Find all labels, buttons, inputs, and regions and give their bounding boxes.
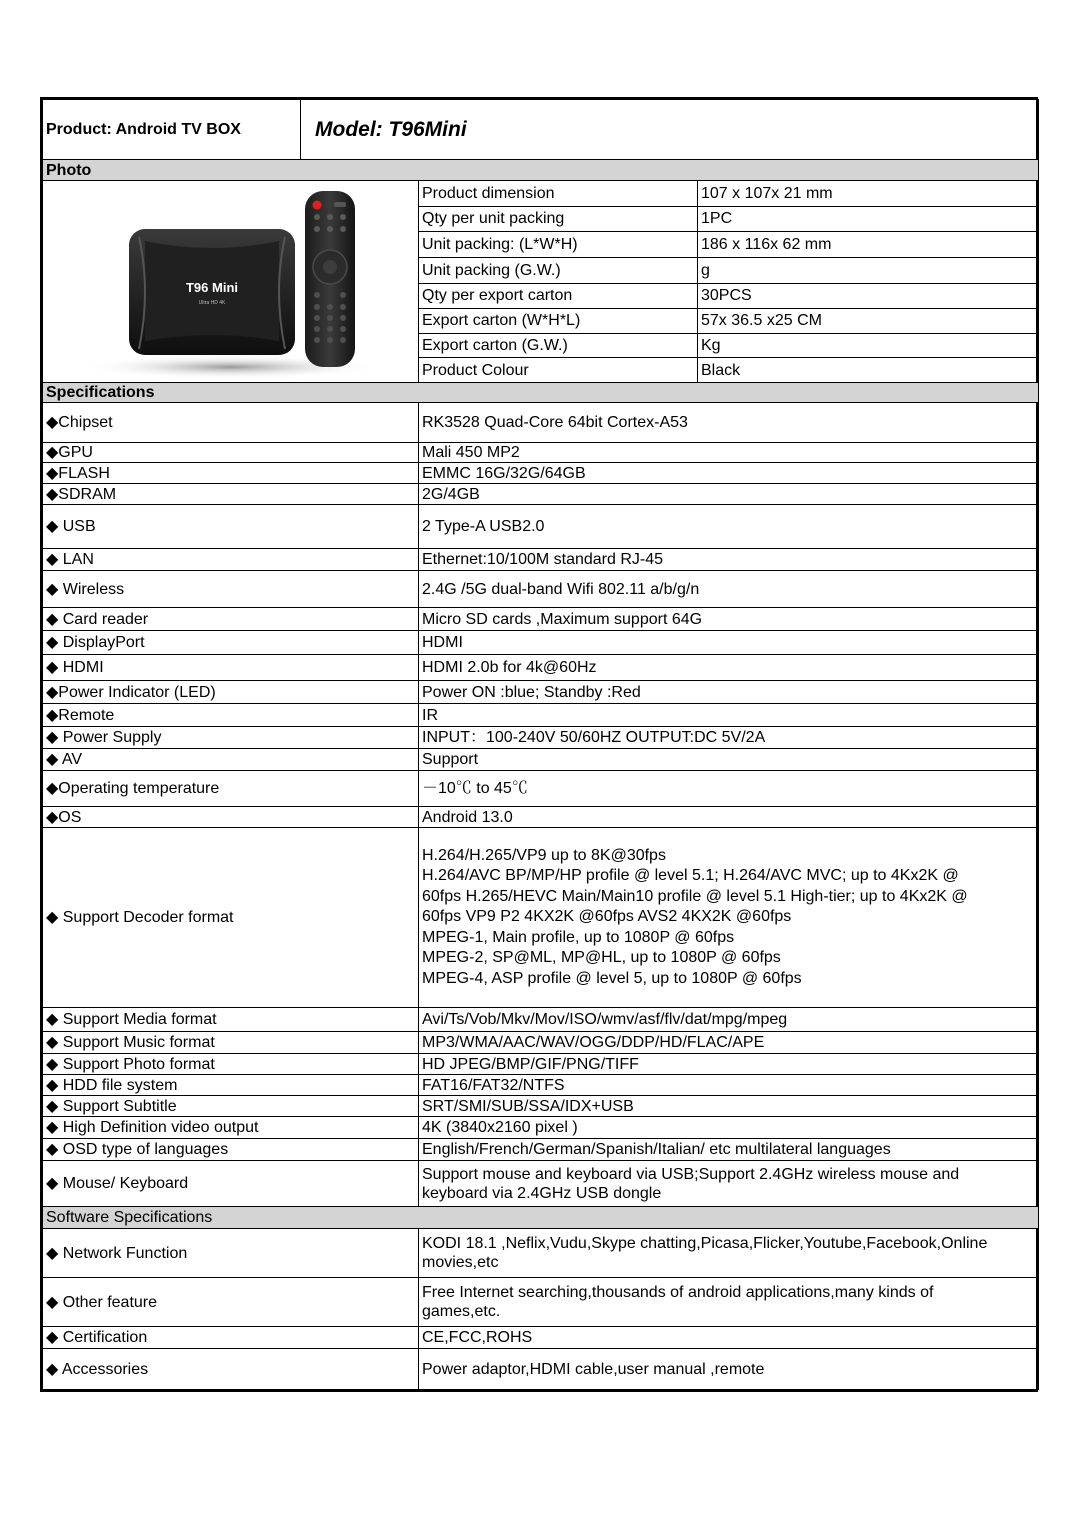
spec-row	[43, 704, 1039, 727]
spec-label: ◆Chipset	[43, 403, 419, 443]
decoder-line: H.264/AVC BP/MP/HP profile @ level 5.1; H.264/AVC MVC; up to 4Kx2K @	[422, 867, 959, 885]
spec-label: ◆ OSD type of languages	[43, 1139, 419, 1161]
packing-label: Product dimension	[419, 181, 698, 207]
packing-label: Export carton (G.W.)	[419, 333, 698, 358]
other-value	[419, 1278, 1039, 1327]
packing-label: Unit packing (G.W.)	[419, 257, 698, 283]
decoder-line: MPEG-1, Main profile, up to 1080P @ 60fps	[422, 928, 735, 946]
product-title: Product: Android TV BOX	[43, 100, 301, 160]
packing-value: 57x 36.5 x25 CM	[698, 309, 1039, 334]
packing-value: Black	[698, 358, 1039, 383]
software-row	[43, 1349, 1039, 1390]
packing-row	[43, 181, 1039, 207]
packing-label: Qty per export carton	[419, 283, 698, 309]
software-row	[43, 1278, 1039, 1327]
header-row	[43, 100, 1039, 160]
spec-label: ◆ LAN	[43, 549, 419, 571]
network-value	[419, 1229, 1039, 1278]
decoder-line: MPEG-4, ASP profile @ level 5, up to 1080P @ 60fps	[422, 969, 802, 987]
spec-row	[43, 1075, 1039, 1096]
spec-label: ◆ USB	[43, 505, 419, 549]
mouse-line: keyboard via 2.4GHz USB dongle	[422, 1184, 662, 1202]
spec-row	[43, 1161, 1039, 1207]
spec-value: SRT/SMI/SUB/SSA/IDX+USB	[419, 1096, 1039, 1117]
network-line: movies,etc	[422, 1254, 499, 1271]
spec-label: ◆Operating temperature	[43, 771, 419, 807]
spec-row	[43, 749, 1039, 771]
decoder-line: 60fps VP9 P2 4KX2K @60fps AVS2 4KX2K @60fps	[422, 908, 792, 926]
spec-row	[43, 403, 1039, 443]
spec-row	[43, 463, 1039, 484]
box-sublabel: Ultra HD 4K	[198, 300, 225, 306]
spec-label: ◆ Power Supply	[43, 727, 419, 749]
certification-label: ◆ Certification	[43, 1327, 419, 1349]
box-label: T96 Mini	[185, 280, 238, 295]
spec-value: Ethernet:10/100M standard RJ-45	[419, 549, 1039, 571]
packing-label: Export carton (W*H*L)	[419, 309, 698, 334]
mouse-line: Support mouse and keyboard via USB;Support 2.4GHz wireless mouse and	[422, 1165, 960, 1183]
spec-label: ◆GPU	[43, 443, 419, 463]
spec-value: 2G/4GB	[419, 484, 1039, 505]
other-label: ◆ Other feature	[43, 1278, 419, 1327]
decoder-line: MPEG-2, SP@ML, MP@HL, up to 1080P @ 60fps	[422, 949, 781, 967]
spec-row	[43, 681, 1039, 704]
spec-label: ◆ HDD file system	[43, 1075, 419, 1096]
spec-row	[43, 1117, 1039, 1139]
spec-row	[43, 549, 1039, 571]
certification-value: CE,FCC,ROHS	[419, 1327, 1039, 1349]
spec-value: Micro SD cards ,Maximum support 64G	[419, 608, 1039, 631]
packing-value: 186 x 116x 62 mm	[698, 232, 1039, 258]
spec-row	[43, 608, 1039, 631]
packing-label: Qty per unit packing	[419, 206, 698, 232]
spec-section-row	[43, 383, 1039, 403]
spec-value: －10℃ to 45℃	[419, 771, 1039, 807]
accessories-value: Power adaptor,HDMI cable,user manual ,remote	[419, 1349, 1039, 1390]
spec-value: MP3/WMA/AAC/WAV/OGG/DDP/HD/FLAC/APE	[419, 1032, 1039, 1054]
packing-label: Product Colour	[419, 358, 698, 383]
spec-label: ◆Remote	[43, 704, 419, 727]
packing-label: Unit packing: (L*W*H)	[419, 232, 698, 258]
photo-section-title: Photo	[43, 160, 1039, 181]
software-row	[43, 1229, 1039, 1278]
product-photo	[81, 181, 381, 377]
spec-label: ◆ DisplayPort	[43, 631, 419, 655]
network-label: ◆ Network Function	[43, 1229, 419, 1278]
spec-row	[43, 505, 1039, 549]
spec-label: ◆ High Definition video output	[43, 1117, 419, 1139]
spec-value: Power ON :blue; Standby :Red	[419, 681, 1039, 704]
spec-value: HDMI 2.0b for 4k@60Hz	[419, 655, 1039, 681]
product-photo-cell	[43, 181, 419, 383]
decoder-row	[43, 828, 1039, 1008]
decoder-line: 60fps H.265/HEVC Main/Main10 profile @ level 5.1 High-tier; up to 4Kx2K @	[422, 887, 968, 905]
decoder-label: ◆ Support Decoder format	[43, 828, 419, 1008]
spec-value: English/French/German/Spanish/Italian/ etc multilateral languages	[419, 1139, 1039, 1161]
spec-value: HDMI	[419, 631, 1039, 655]
other-line: games,etc.	[422, 1303, 501, 1320]
spec-label: ◆ Support Photo format	[43, 1054, 419, 1075]
spec-row	[43, 1008, 1039, 1032]
spec-value: INPUT：100-240V 50/60HZ OUTPUT:DC 5V/2A	[419, 727, 1039, 749]
software-row	[43, 1327, 1039, 1349]
spec-value: 2.4G /5G dual-band Wifi 802.11 a/b/g/n	[419, 571, 1039, 608]
spec-row	[43, 1054, 1039, 1075]
other-line: Free Internet searching,thousands of android applications,many kinds of	[422, 1284, 934, 1301]
spec-label: ◆OS	[43, 807, 419, 828]
spec-sheet	[40, 97, 1038, 1392]
spec-value: RK3528 Quad-Core 64bit Cortex-A53	[419, 403, 1039, 443]
photo-section-row	[43, 160, 1039, 181]
spec-label: ◆Power Indicator (LED)	[43, 681, 419, 704]
spec-label: ◆ Support Media format	[43, 1008, 419, 1032]
spec-row	[43, 1032, 1039, 1054]
spec-row	[43, 727, 1039, 749]
spec-label: ◆FLASH	[43, 463, 419, 484]
spec-row	[43, 571, 1039, 608]
decoder-line: H.264/H.265/VP9 up to 8K@30fps	[422, 846, 666, 864]
spec-value: 4K (3840x2160 pixel )	[419, 1117, 1039, 1139]
spec-label: ◆ AV	[43, 749, 419, 771]
spec-value: HD JPEG/BMP/GIF/PNG/TIFF	[419, 1054, 1039, 1075]
packing-value: 30PCS	[698, 283, 1039, 309]
spec-row	[43, 771, 1039, 807]
spec-value: Mali 450 MP2	[419, 443, 1039, 463]
spec-label: ◆SDRAM	[43, 484, 419, 505]
spec-label: ◆ Support Music format	[43, 1032, 419, 1054]
spec-value: Avi/Ts/Vob/Mkv/Mov/ISO/wmv/asf/flv/dat/mpg/mpeg	[419, 1008, 1039, 1032]
decoder-value	[419, 828, 1039, 1008]
spec-value: FAT16/FAT32/NTFS	[419, 1075, 1039, 1096]
network-line: KODI 18.1 ,Neflix,Vudu,Skype chatting,Picasa,Flicker,Youtube,Facebook,Online	[422, 1235, 988, 1252]
packing-value: 1PC	[698, 206, 1039, 232]
spec-value: IR	[419, 704, 1039, 727]
model-title: Model: T96Mini	[301, 100, 1039, 160]
spec-label: ◆ Card reader	[43, 608, 419, 631]
spec-row	[43, 1139, 1039, 1161]
remote-image	[305, 191, 355, 367]
packing-value: 107 x 107x 21 mm	[698, 181, 1039, 207]
spec-label: ◆ Support Subtitle	[43, 1096, 419, 1117]
specifications-title: Specifications	[43, 383, 1039, 403]
mouse-label: ◆ Mouse/ Keyboard	[43, 1161, 419, 1207]
spec-row	[43, 631, 1039, 655]
spec-row	[43, 484, 1039, 505]
spec-value: Android 13.0	[419, 807, 1039, 828]
spec-label: ◆ Wireless	[43, 571, 419, 608]
packing-value: g	[698, 257, 1039, 283]
spec-value: 2 Type-A USB2.0	[419, 505, 1039, 549]
mouse-value	[419, 1161, 1039, 1207]
software-title: Software Specifications	[43, 1207, 1039, 1229]
spec-row	[43, 443, 1039, 463]
accessories-label: ◆ Accessories	[43, 1349, 419, 1390]
spec-row	[43, 1096, 1039, 1117]
packing-value: Kg	[698, 333, 1039, 358]
spec-row	[43, 807, 1039, 828]
spec-label: ◆ HDMI	[43, 655, 419, 681]
spec-row	[43, 655, 1039, 681]
software-section-row	[43, 1207, 1039, 1229]
tv-box-image	[129, 229, 295, 355]
spec-value: EMMC 16G/32G/64GB	[419, 463, 1039, 484]
spec-value: Support	[419, 749, 1039, 771]
spec-table	[42, 99, 1039, 1390]
